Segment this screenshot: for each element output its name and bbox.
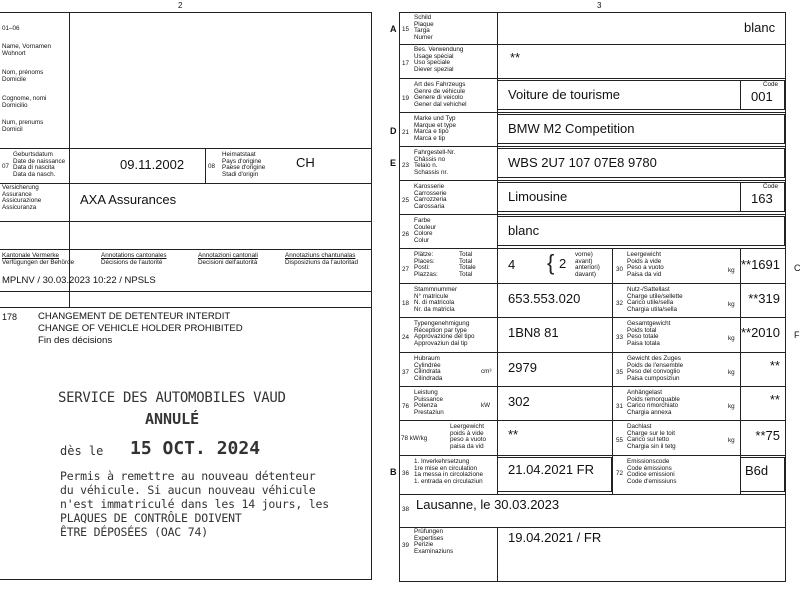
margin-letter-e: E xyxy=(390,158,397,168)
r15-labels: Schild Plaque Targa Numer xyxy=(414,14,434,41)
r18-code: 18 xyxy=(402,300,410,307)
r21-code: 21 xyxy=(402,129,410,136)
r30-code: 30 xyxy=(616,266,624,273)
r72-value: B6d xyxy=(745,463,769,478)
r78-value: ** xyxy=(508,427,519,442)
birth-date-value: 09.11.2002 xyxy=(120,157,185,172)
r19-value: Voiture de tourisme xyxy=(508,87,621,102)
r76-labels: Leistung Puissance Potenza Prestaziun xyxy=(414,389,444,416)
r25-code-label: Code xyxy=(763,183,779,190)
r27-total-labels: Total Total Totale Total xyxy=(459,251,476,278)
r32-unit: kg xyxy=(728,301,735,308)
r24-code: 24 xyxy=(402,334,410,341)
r25-value: Limousine xyxy=(508,189,568,204)
cantonal-fr: Annotations cantonales Décisions de l'autorité xyxy=(101,252,167,266)
mplnv-line: MPLNV / 30.03.2023 10:22 / NPSLS xyxy=(2,275,156,286)
r25-labels: Karosserie Carrosserie Carrozzeria Carossaria xyxy=(414,183,447,210)
r30-unit: kg xyxy=(728,267,735,274)
r72-code: 72 xyxy=(616,470,624,477)
stamp-since-label: dès le xyxy=(60,444,104,458)
num-labels: Num, prenums Domicil xyxy=(2,119,44,133)
r37-value: 2979 xyxy=(508,360,537,375)
r30-labels: Leergewicht Poids à vide Peso a vuoto Paisa da vid xyxy=(627,251,664,278)
insurance-value: AXA Assurances xyxy=(80,192,177,207)
r19-code: 19 xyxy=(402,95,410,102)
r55-labels: Dachlast Charge sur le toit Carico sul tetto Chargia sin il tetg xyxy=(627,423,676,450)
r33-labels: Gesamtgewicht Poids total Peso totale Paisa totala xyxy=(627,320,671,347)
stamp-title: SERVICE DES AUTOMOBILES VAUD xyxy=(58,390,286,406)
r32-code: 32 xyxy=(616,300,624,307)
r39-code: 39 xyxy=(402,542,410,549)
r55-value: **75 xyxy=(755,428,780,443)
r78-code: 78 kW/kg xyxy=(401,435,428,442)
insurance-labels: Versicherung Assurance Assicurazione Assicuranza xyxy=(2,184,42,211)
r37-code: 37 xyxy=(402,369,410,376)
r39-labels: Prüfungen Expertises Perizie Examinaziuns xyxy=(414,528,454,555)
r27-code: 27 xyxy=(402,266,410,273)
r18-value: 653.553.020 xyxy=(508,291,581,306)
origin-labels: Heimatstaat Pays d'origine Paese d'origine Stadi d'origin xyxy=(222,151,266,178)
nom-labels: Nom, prénoms Domicile xyxy=(2,69,44,83)
r35-value: ** xyxy=(769,358,780,373)
r19-labels: Art des Fahrzeugs Genre de véhicule Genere di veicolo Gener dal vehichel xyxy=(414,81,467,108)
r31-unit: kg xyxy=(728,403,735,410)
r72-labels: Emissionscode Code émissions Codice emissioni Code d'emissiuns xyxy=(627,458,677,485)
cantonal-it: Annotazioni cantonali Decisioni dell'autorità xyxy=(198,252,258,266)
r26-labels: Farbe Couleur Colore Colur xyxy=(414,217,437,244)
r78-labels: Leergewicht poids à vide peso a vuoto paisa da vid xyxy=(450,423,487,450)
r31-labels: Anhängelast Poids remorquable Carico rimorchiato Chargia annexa xyxy=(627,389,680,416)
edge-letter-c: C xyxy=(794,263,800,273)
r19-code-value: 001 xyxy=(751,89,773,104)
r55-unit: kg xyxy=(728,437,735,444)
r76-value: 302 xyxy=(508,394,530,409)
stamp-date: 15 OCT. 2024 xyxy=(130,438,261,459)
cantonal-rm: Annotaziuns chantunalas Disposiziuns da l'autoritad xyxy=(285,252,358,266)
r25-code-value: 163 xyxy=(751,191,773,206)
r37-unit: cm³ xyxy=(481,368,492,375)
r21-value: BMW M2 Competition xyxy=(508,121,635,136)
r23-value: WBS 2U7 107 07E8 9780 xyxy=(508,155,657,170)
r55-code: 55 xyxy=(616,437,624,444)
r33-code: 33 xyxy=(616,334,624,341)
r37-labels: Hubraum Cylindrée Cilindrata Cilindrada xyxy=(414,355,443,382)
change-code: 178 xyxy=(2,312,18,322)
holder-code: 01–06 xyxy=(2,25,20,32)
r25-code: 25 xyxy=(402,197,410,204)
r36-value: 21.04.2021 FR xyxy=(508,462,595,477)
margin-letter-d: D xyxy=(390,126,397,136)
r38-value: Lausanne, le 30.03.2023 xyxy=(416,497,560,512)
r24-value: 1BN8 81 xyxy=(508,325,559,340)
r35-unit: kg xyxy=(728,369,735,376)
r33-unit: kg xyxy=(728,335,735,342)
name-labels: Name, Vornamen Wohnort xyxy=(2,43,52,57)
r38-code: 38 xyxy=(402,506,410,513)
r27-front-labels: vorne) avant) anteriori) davant) xyxy=(575,251,600,278)
r76-unit: kW xyxy=(481,402,491,409)
birth-code: 07 xyxy=(2,163,10,170)
change-block: CHANGEMENT DE DETENTEUR INTERDIT CHANGE OF VEHICLE HOLDER PROHIBITED Fin des décisions xyxy=(38,311,243,346)
r15-value: blanc xyxy=(744,20,776,35)
r27-value: 4 xyxy=(508,257,516,272)
margin-letter-b: B xyxy=(390,467,397,477)
r23-labels: Fahrgestell-Nr. Châssis no Telaio n. Schassis nr. xyxy=(414,149,456,176)
r33-value: **2010 xyxy=(740,325,780,340)
r39-value: 19.04.2021 / FR xyxy=(508,530,602,545)
r36-labels: 1. Inverkehrsetzung 1re mise en circulation 1a messa in circolazione 1. entrada en circulaziun xyxy=(414,458,483,485)
r27-bracket: { xyxy=(547,250,555,275)
r21-labels: Marke und Typ Marque et type Marca e tipo Marca e tip xyxy=(414,115,457,142)
r19-code-label: Code xyxy=(763,81,779,88)
r31-code: 31 xyxy=(616,403,624,410)
r76-code: 76 xyxy=(402,403,410,410)
r23-code: 23 xyxy=(402,162,410,169)
cognome-labels: Cognome, nomi Domicilio xyxy=(2,95,47,109)
stamp-status: ANNULÉ xyxy=(145,410,200,428)
r35-labels: Gewicht des Zuges Poids de l'ensemble Peso del convoglio Paisa cumposiziun xyxy=(627,355,684,382)
r17-value: ** xyxy=(510,50,521,65)
r17-labels: Bes. Verwendung Usage spécial Uso speciale Diever spezial xyxy=(414,46,464,73)
origin-value: CH xyxy=(296,155,315,170)
r24-labels: Typengenehmigung Réception par type Approvazione del tipo Approvaziun dal tip xyxy=(414,320,475,347)
birth-labels: Geburtsdatum Date de naissance Data di nascita Data da nasch. xyxy=(13,151,66,178)
r35-code: 35 xyxy=(616,369,624,376)
r26-value: blanc xyxy=(508,223,540,238)
r31-value: ** xyxy=(769,392,780,407)
cantonal-de: Kantonale Vermerke Verfügungen der Behörde xyxy=(2,252,75,266)
r27-labels: Plätze: Places: Posti: Plazzas: xyxy=(414,251,438,278)
r26-code: 26 xyxy=(402,231,410,238)
edge-letter-f: F xyxy=(794,330,800,340)
r32-labels: Nutz-/Sattellast Charge utile/sellette Carico utile/sella Chargia utila/sella xyxy=(627,286,683,313)
page-number-right: 3 xyxy=(597,1,602,10)
r15-code: 15 xyxy=(402,26,410,33)
r30-value: **1691 xyxy=(740,257,780,272)
origin-code: 08 xyxy=(208,163,216,170)
r17-code: 17 xyxy=(402,60,410,67)
stamp-text: Permis à remettre au nouveau détenteur du véhicule. Si aucun nouveau véhicule n'est immatriculé dans les 14 jours, les PLAQUES DE CONTRÔLE DOIVENT ÊTRE DÉPOSÉES (OAC 74) xyxy=(60,469,329,539)
r18-labels: Stammnummer N° matricule N. di matricola Nr. da matricla xyxy=(414,286,458,313)
page-number-left: 2 xyxy=(178,1,183,10)
margin-letter-a: A xyxy=(390,24,397,34)
r27-front-value: 2 xyxy=(559,256,567,271)
r32-value: **319 xyxy=(748,291,780,306)
r36-code: 36 xyxy=(402,470,410,477)
